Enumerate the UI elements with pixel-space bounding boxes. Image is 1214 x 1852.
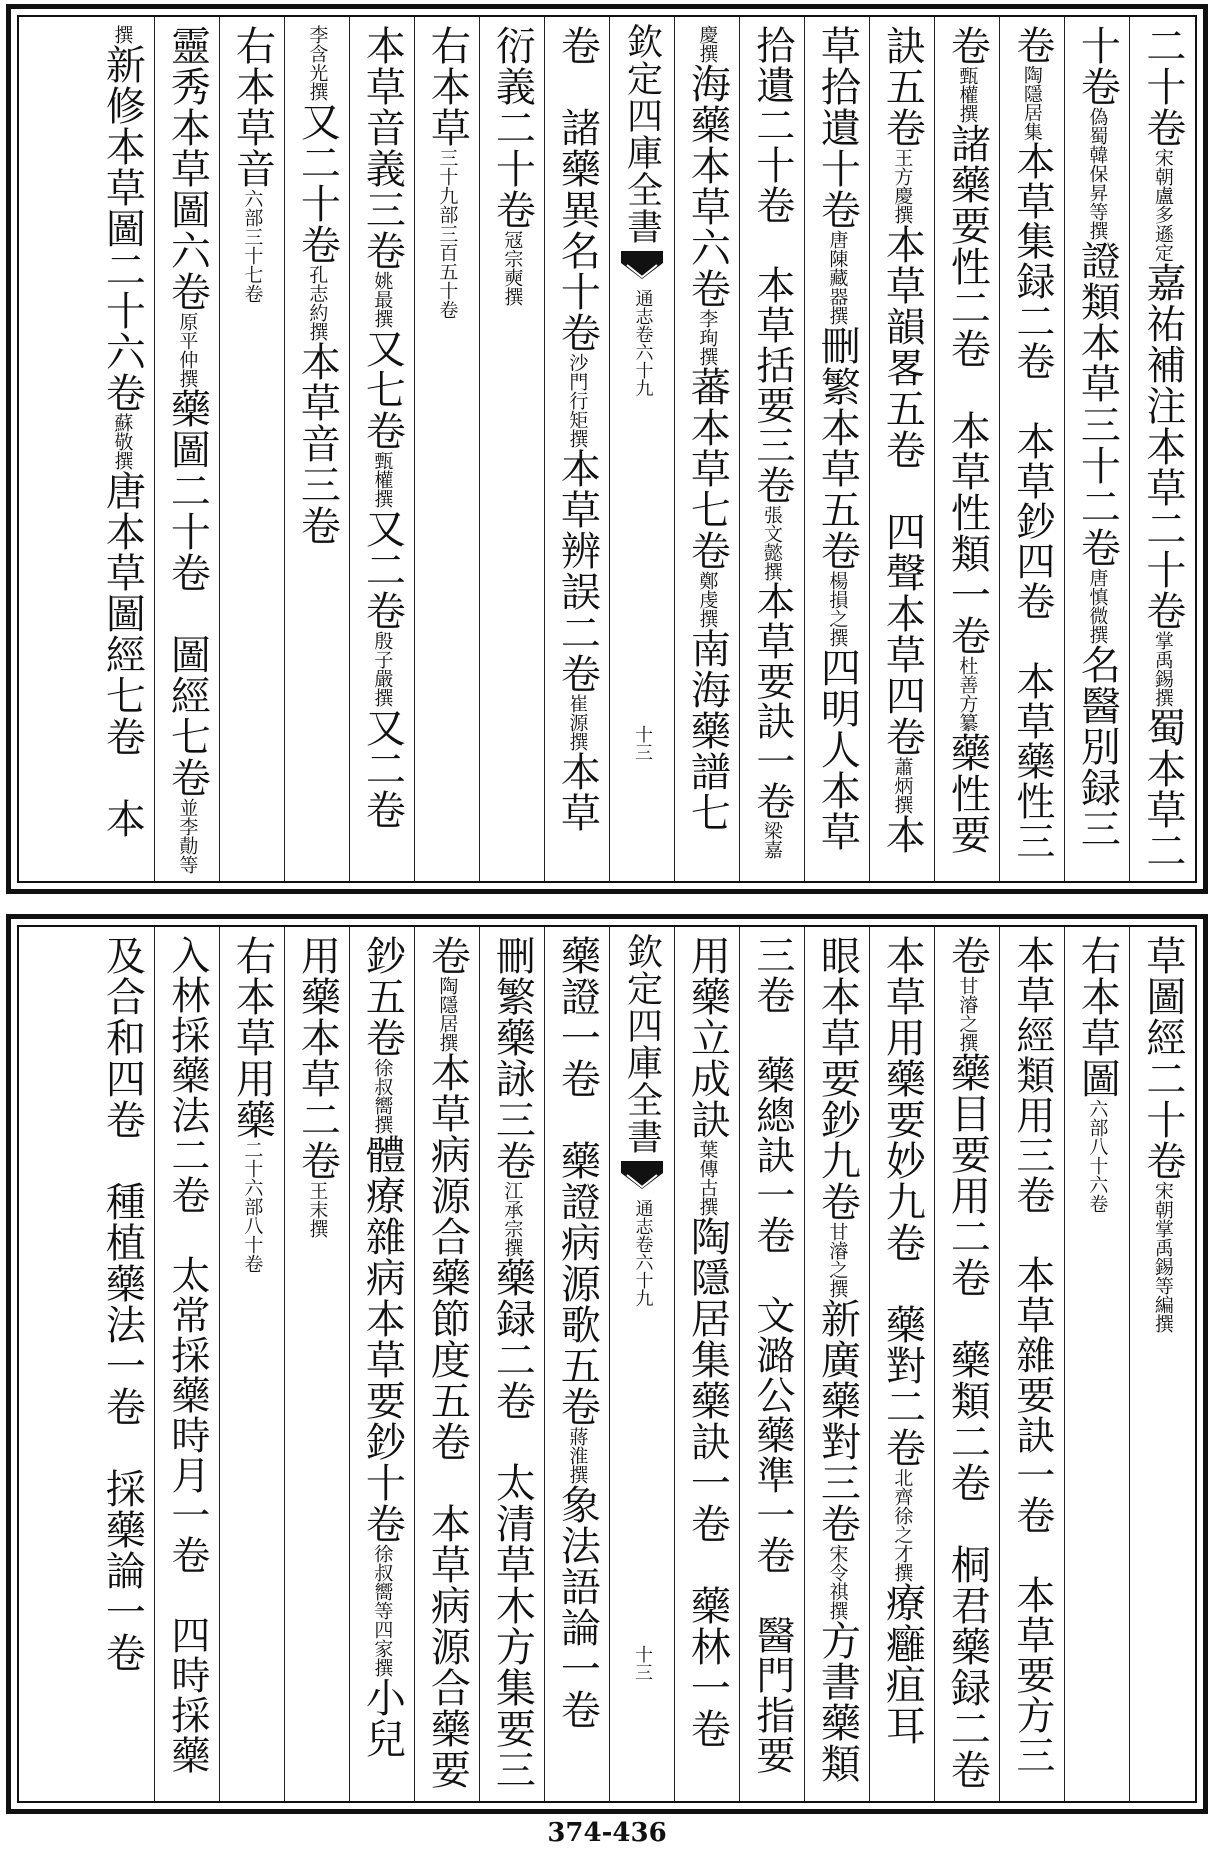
column-text — [814, 935, 861, 1784]
column-text — [879, 25, 926, 855]
main-text: 本草集録二卷 本草鈔四卷 本草藥性三 — [1009, 141, 1055, 861]
column-text — [229, 935, 276, 1273]
annotation-note: 沙門行矩撰 — [566, 353, 589, 448]
main-text: 證類本草三十二卷 — [1074, 240, 1121, 568]
juan-label: 通志卷六十九 — [632, 289, 654, 397]
text-column — [285, 927, 350, 1801]
juan-label: 通志卷六十九 — [632, 1199, 654, 1307]
column-text — [749, 25, 795, 859]
main-text: 本草韻畧五卷 四聲本草四卷 — [879, 224, 926, 757]
main-text: 四明人本草 — [814, 647, 861, 852]
folio-number: 十三 — [632, 1645, 653, 1681]
main-text: 入林採藥法二卷 太常採藥時月一卷 四時採藥 — [164, 935, 210, 1775]
main-text: 十卷 — [1074, 25, 1121, 107]
main-text: 三卷 藥總訣一卷 文潞公藥準一卷 醫門指要 — [749, 935, 795, 1775]
text-column — [935, 927, 1000, 1801]
main-text: 方書藥類 — [814, 1620, 861, 1784]
main-text: 藥證一卷 藥證病源歌五卷 — [554, 935, 601, 1427]
main-text: 新廣藥對三卷 — [814, 1298, 861, 1544]
main-text: 藥圖二十卷 圖經七卷 — [164, 388, 211, 798]
main-text: 卷 — [944, 25, 991, 66]
text-column — [220, 17, 285, 881]
annotation-note: 陶隱居集 — [1020, 65, 1043, 141]
annotation-note: 蕭炳撰 — [891, 757, 914, 814]
text-column — [155, 927, 220, 1801]
column-text — [1139, 935, 1186, 1333]
text-column — [90, 927, 155, 1801]
main-text: 右本草 — [424, 25, 471, 148]
annotation-note: 徐叔嚮撰 — [371, 1058, 394, 1134]
main-text: 及合和四卷 種植藥法一卷 採藥論一卷 — [99, 935, 146, 1673]
column-text — [1009, 25, 1055, 861]
main-text: 卷 — [1009, 25, 1055, 65]
main-text: 藥録二卷 太清草木方集要三 — [489, 1257, 536, 1790]
main-text: 拾遺二十卷 本草括要三卷 — [749, 25, 795, 505]
annotation-note: 冦宗奭撰 — [501, 230, 524, 306]
main-text: 療癰疽耳 — [879, 1582, 926, 1746]
main-text: 又二卷 — [359, 707, 406, 830]
main-text: 又二十卷 — [294, 101, 341, 265]
text-column — [285, 17, 350, 881]
column-text — [554, 935, 601, 1730]
main-text: 名醫別録三 — [1074, 644, 1121, 849]
page-footer-number: 374-436 — [547, 1818, 667, 1848]
main-text: 衍義二十卷 — [489, 25, 536, 230]
main-text: 訣五卷 — [879, 25, 926, 148]
main-text: 藥目要用二卷 藥類二卷 桐君藥録二卷 — [944, 1052, 991, 1790]
annotation-note: 蘇敬撰 — [111, 413, 134, 470]
main-text: 陶隱居集藥訣一卷 藥林一卷 — [684, 1216, 731, 1749]
folio-number: 十三 — [632, 725, 653, 761]
main-text: 刪繁本草五卷 — [814, 325, 861, 571]
center-fold-column — [610, 17, 675, 881]
annotation-note: 六部八十六卷 — [1086, 1099, 1109, 1213]
annotation-note: 宋朝掌禹錫等編撰 — [1151, 1181, 1174, 1333]
column-text — [554, 25, 601, 833]
column-text — [294, 935, 341, 1238]
annotation-note: 王方慶撰 — [891, 148, 914, 224]
text-column — [1000, 17, 1065, 881]
annotation-note: 唐慎微撰 — [1086, 568, 1109, 644]
main-text: 右本草用藥 — [229, 935, 276, 1140]
text-column — [740, 927, 805, 1801]
column-text — [99, 25, 146, 839]
main-text: 本草辨誤二卷 — [554, 448, 601, 694]
annotation-note: 梁嘉 — [760, 821, 783, 859]
main-text: 鈔五卷 — [359, 935, 406, 1058]
annotation-note: 甄權撰 — [956, 66, 979, 123]
annotation-note: 徐叔嚮等四家撰 — [371, 1544, 394, 1677]
column-text — [749, 935, 795, 1775]
column-text — [99, 935, 146, 1673]
main-text: 卷 — [944, 935, 991, 976]
main-text: 本草 — [554, 751, 601, 833]
fishtail-mark-icon — [619, 1159, 665, 1193]
main-text: 諸藥要性二卷 本草性類一卷 — [944, 123, 991, 656]
annotation-note: 江承宗撰 — [501, 1181, 524, 1257]
column-text — [944, 25, 991, 855]
text-column — [1000, 927, 1065, 1801]
annotation-note: 二十六部八十卷 — [241, 1140, 264, 1273]
column-text — [489, 935, 536, 1790]
column-text — [1074, 935, 1121, 1213]
main-text: 又二卷 — [359, 508, 406, 631]
text-column — [870, 927, 935, 1801]
main-text: 眼本草要鈔九卷 — [814, 935, 861, 1222]
column-text — [879, 935, 926, 1746]
main-text: 嘉祐補注本草二十卷 — [1139, 262, 1186, 631]
text-column — [805, 17, 870, 881]
main-text: 本 — [879, 814, 926, 855]
main-text: 蕃本草七卷 — [684, 366, 731, 571]
text-column — [545, 17, 610, 881]
main-text: 新修本草圖二十六卷 — [99, 44, 146, 413]
annotation-note: 李含光撰 — [306, 25, 329, 101]
annotation-note: 唐陳藏器撰 — [826, 230, 849, 325]
annotation-note: 三十九部三百五十卷 — [436, 148, 459, 319]
text-column — [805, 927, 870, 1801]
main-text: 唐本草圖經七卷 本 — [99, 470, 146, 839]
main-text: 本草病源合藥節度五卷 本草病源合藥要 — [424, 1052, 471, 1790]
column-text — [1139, 25, 1186, 871]
column-text — [229, 25, 276, 303]
main-text: 南海藥譜七 — [684, 628, 731, 833]
annotation-note: 崔源撰 — [566, 694, 589, 751]
text-column — [350, 927, 415, 1801]
text-column — [1065, 17, 1130, 881]
text-column — [1065, 927, 1130, 1801]
text-column — [870, 17, 935, 881]
main-text: 右本草圖 — [1074, 935, 1121, 1099]
annotation-note: 杜善方纂 — [956, 656, 979, 732]
main-text: 用藥本草二卷 — [294, 935, 341, 1181]
main-text: 小兒 — [359, 1677, 406, 1759]
center-title: 欽定四庫全書 — [621, 933, 663, 1155]
annotation-note: 李珣撰 — [696, 309, 719, 366]
annotation-note: 孔志約撰 — [306, 265, 329, 341]
annotation-note: 宋朝盧多遜定 — [1151, 148, 1174, 262]
main-text: 本草經類用三卷 本草雜要訣一卷 本草要方三 — [1009, 935, 1055, 1775]
main-text: 又七卷 — [359, 328, 406, 451]
top-page-frame — [17, 15, 1197, 883]
text-column — [155, 17, 220, 881]
column-text — [424, 25, 471, 319]
annotation-note: 六部三十七卷 — [241, 189, 264, 303]
annotation-note: 掌禹錫撰 — [1151, 631, 1174, 707]
annotation-note: 並李勣等 — [176, 798, 199, 874]
text-column — [1130, 17, 1195, 881]
text-column — [415, 17, 480, 881]
text-column — [220, 927, 285, 1801]
annotation-note: 陶隱居撰 — [436, 976, 459, 1052]
bottom-page-frame — [17, 925, 1197, 1803]
column-text — [814, 25, 861, 852]
main-text: 海藥本草六卷 — [684, 63, 731, 309]
column-text — [164, 935, 210, 1775]
annotation-note: 蔣淮撰 — [566, 1427, 589, 1484]
column-text — [1009, 935, 1055, 1775]
annotation-note: 張文懿撰 — [760, 505, 783, 581]
main-text: 藥性要 — [944, 732, 991, 855]
column-text — [294, 25, 341, 546]
main-text: 草圖經二十卷 — [1139, 935, 1186, 1181]
main-text: 刪繁藥詠三卷 — [489, 935, 536, 1181]
bottom-page-columns — [19, 927, 1195, 1801]
main-text: 本草音三卷 — [294, 341, 341, 546]
column-text — [164, 25, 211, 874]
annotation-note: 楊損之撰 — [826, 571, 849, 647]
annotation-note: 甄權撰 — [371, 451, 394, 508]
text-column — [350, 17, 415, 881]
annotation-note: 葉傳古撰 — [696, 1140, 719, 1216]
annotation-note: 殷子嚴撰 — [371, 631, 394, 707]
main-text: 卷 — [424, 935, 471, 976]
text-column — [415, 927, 480, 1801]
annotation-note: 鄭虔撰 — [696, 571, 719, 628]
text-column — [740, 17, 805, 881]
annotation-note: 甘濬之撰 — [956, 976, 979, 1052]
annotation-note: 宋令祺撰 — [826, 1544, 849, 1620]
column-text — [359, 25, 406, 830]
main-text: 二十卷 — [1139, 25, 1186, 148]
annotation-note: 王末撰 — [306, 1181, 329, 1238]
center-fold-column — [610, 927, 675, 1801]
text-column — [675, 927, 740, 1801]
main-text: 體療雜病本草要鈔十卷 — [359, 1134, 406, 1544]
main-text: 本草音義三卷 — [359, 25, 406, 271]
annotation-note: 偽蜀韓保昇等撰 — [1086, 107, 1109, 240]
fishtail-mark-icon — [619, 249, 665, 283]
annotation-note: 甘濬之撰 — [826, 1222, 849, 1298]
main-text: 蜀本草二 — [1139, 707, 1186, 871]
column-text — [684, 25, 731, 833]
text-column — [935, 17, 1000, 881]
column-text — [424, 935, 471, 1790]
text-column — [90, 17, 155, 881]
column-text — [1074, 25, 1121, 849]
main-text: 本草要訣一卷 — [749, 581, 795, 821]
top-page-columns — [19, 17, 1195, 881]
text-column — [480, 17, 545, 881]
text-column — [545, 927, 610, 1801]
main-text: 本草用藥要妙九卷 藥對二卷 — [879, 935, 926, 1468]
main-text: 象法語論一卷 — [554, 1484, 601, 1730]
column-text — [489, 25, 536, 306]
column-text — [944, 935, 991, 1790]
main-text: 卷 諸藥異名十卷 — [554, 25, 601, 353]
text-column — [1130, 927, 1195, 1801]
top-half-page — [6, 4, 1208, 894]
main-text: 靈秀本草圖六卷 — [164, 25, 211, 312]
main-text: 草拾遺十卷 — [814, 25, 861, 230]
column-text — [684, 935, 731, 1749]
main-text: 用藥立成訣 — [684, 935, 731, 1140]
annotation-note: 原平仲撰 — [176, 312, 199, 388]
column-text — [359, 935, 406, 1759]
bottom-half-page — [6, 914, 1208, 1814]
text-column — [480, 927, 545, 1801]
annotation-note: 慶撰 — [696, 25, 719, 63]
annotation-note: 撰 — [111, 25, 134, 44]
main-text: 右本草音 — [229, 25, 276, 189]
text-column — [675, 17, 740, 881]
center-title: 欽定四庫全書 — [621, 23, 663, 245]
annotation-note: 北齊徐之才撰 — [891, 1468, 914, 1582]
annotation-note: 姚最撰 — [371, 271, 394, 328]
